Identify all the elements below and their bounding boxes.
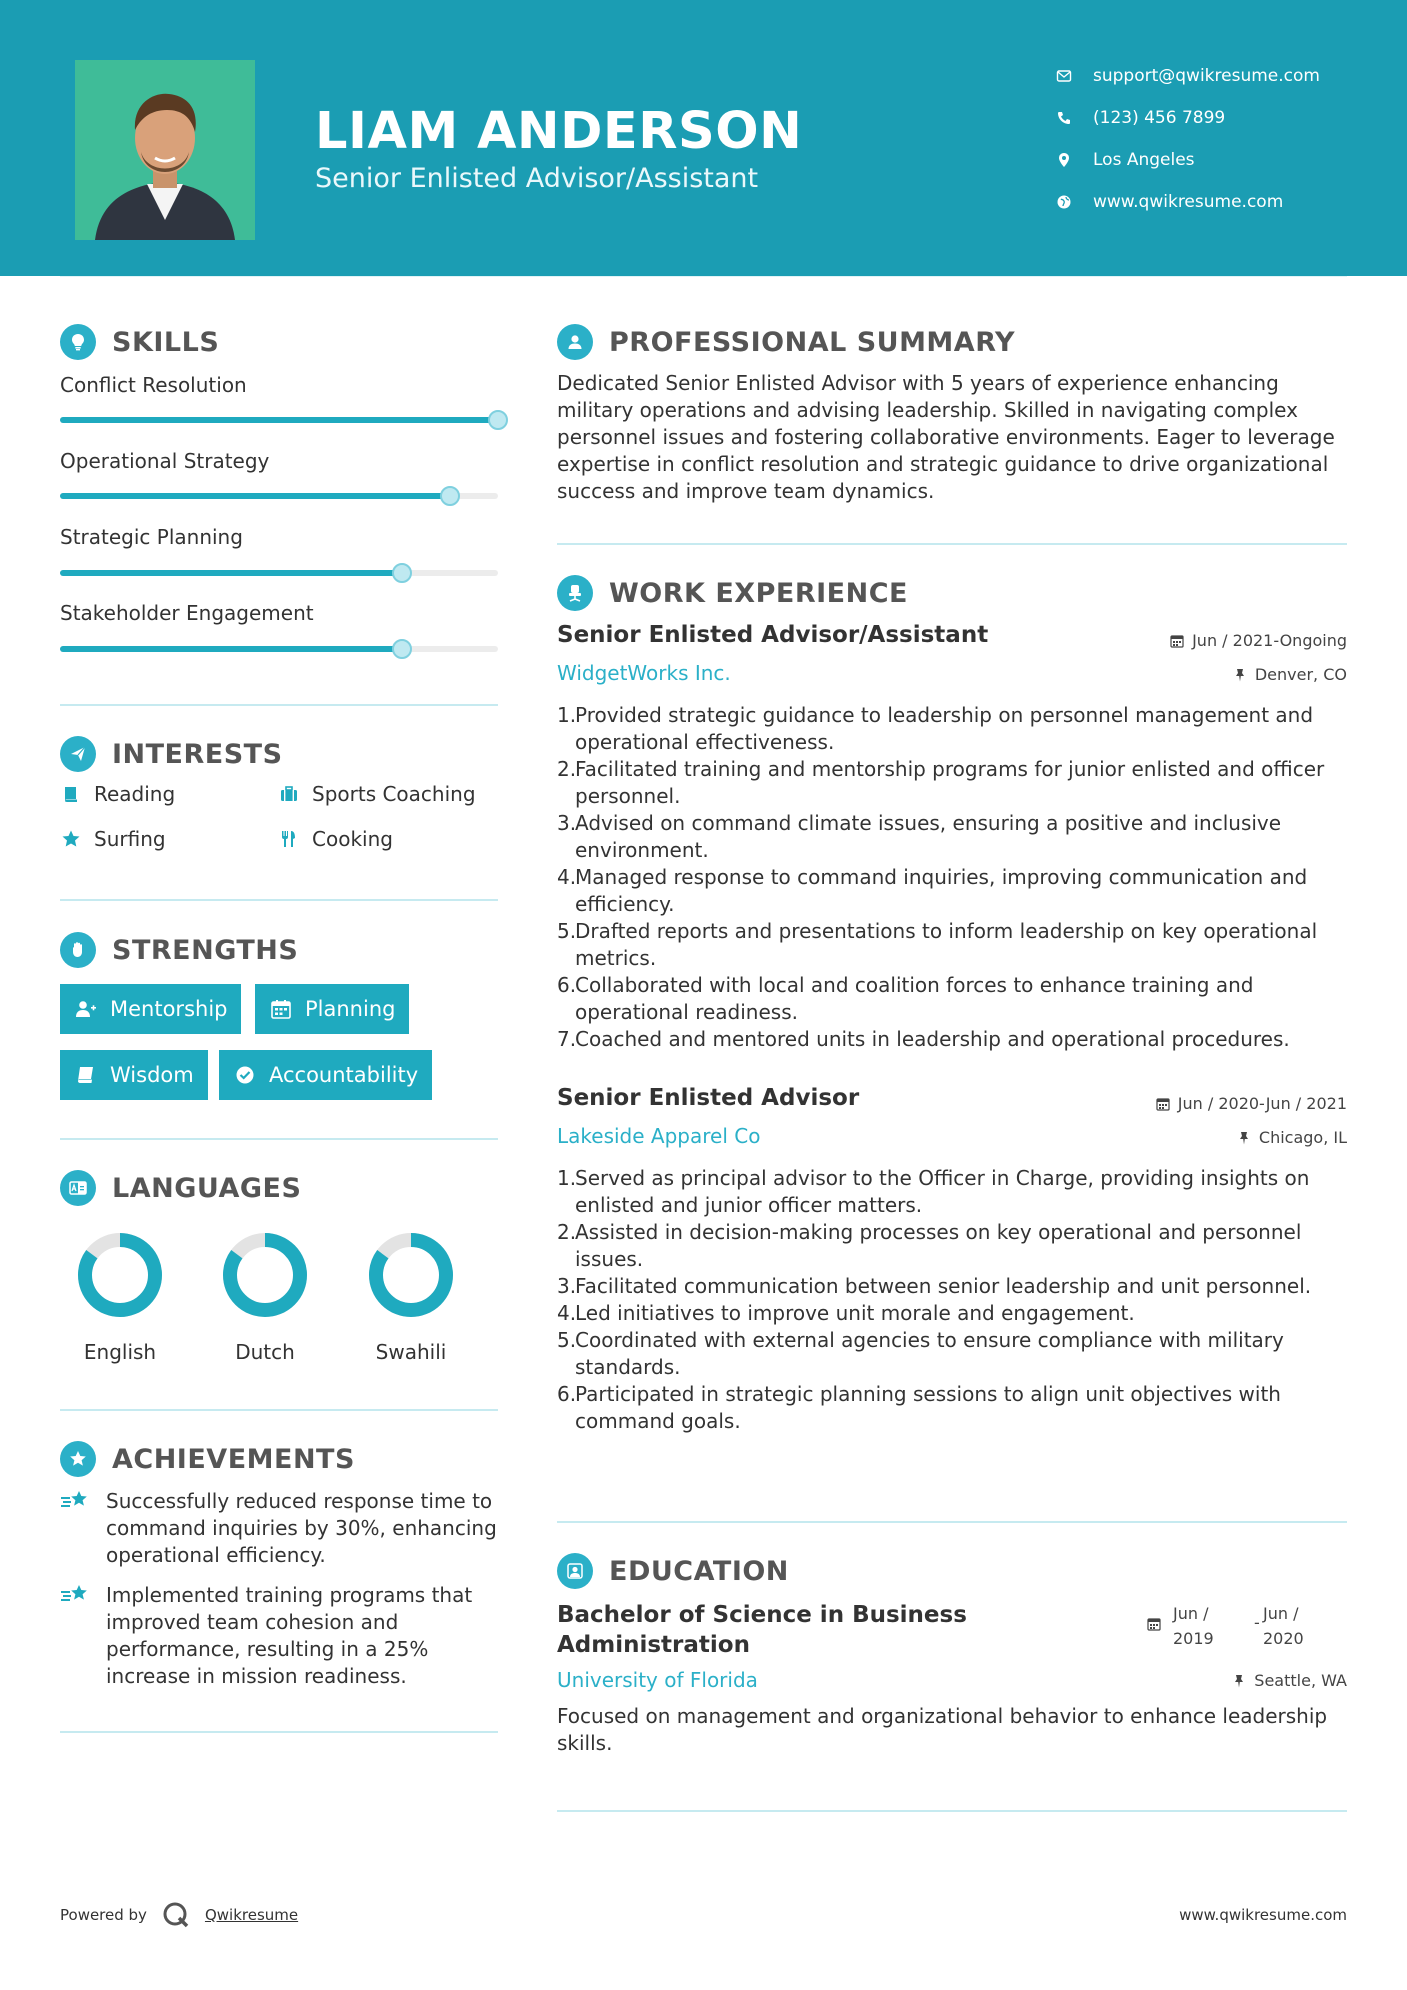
language-label: English xyxy=(83,1340,157,1364)
pushpin-icon xyxy=(1233,668,1247,682)
education-start-date: Jun / 2019 xyxy=(1173,1604,1214,1648)
job-bullet-text: Coordinated with external agencies to ensure compliance with military standards. xyxy=(575,1328,1284,1379)
job-bullet-text: Led initiatives to improve unit morale and engagement. xyxy=(575,1301,1135,1325)
briefcase-icon xyxy=(278,783,300,805)
qwikresume-logo-icon xyxy=(161,1900,191,1930)
powered-by-text: Powered by xyxy=(60,1906,147,1924)
interest-label: Cooking xyxy=(312,827,393,851)
user-plus-icon xyxy=(74,998,98,1020)
skills-title: SKILLS xyxy=(112,326,220,358)
calendar-icon xyxy=(1156,1097,1170,1111)
section-divider xyxy=(557,1810,1347,1812)
header-divider xyxy=(60,276,1347,277)
languages-title: LANGUAGES xyxy=(112,1172,302,1204)
book-icon xyxy=(74,1064,98,1086)
job-bullet-text: Advised on command climate issues, ensuring a positive and inclusive environment. xyxy=(575,811,1282,862)
achievement-item xyxy=(60,1488,500,1569)
job-bullet-text: Served as principal advisor to the Officer in Charge, providing insights on enlisted and junior officer matters. xyxy=(575,1166,1310,1217)
strength-chip xyxy=(60,1050,208,1100)
section-divider xyxy=(60,1731,498,1733)
interest-label: Reading xyxy=(94,782,176,806)
job-bullet: 3. Facilitated communication between senior leadership and unit personnel. xyxy=(557,1274,1312,1298)
achievement-text: Implemented training programs that improved team cohesion and performance, resulting in a 25% increase in mission readiness. xyxy=(106,1583,473,1688)
education-location xyxy=(1232,1671,1347,1690)
summary-heading xyxy=(557,324,1015,360)
skill-bar-fill xyxy=(60,417,498,423)
skill-bar xyxy=(60,417,498,423)
education-title: EDUCATION xyxy=(609,1555,789,1587)
skill-label: Conflict Resolution xyxy=(60,373,247,397)
skill-bar xyxy=(60,570,498,576)
user-circle-icon xyxy=(557,324,593,360)
qwikresume-link[interactable]: Qwikresume xyxy=(204,1906,299,1924)
book-icon xyxy=(60,783,82,805)
strength-label: Planning xyxy=(305,997,396,1021)
languages-heading xyxy=(60,1170,301,1206)
experience-title: WORK EXPERIENCE xyxy=(609,577,908,609)
job-bullet: 6. Participated in strategic planning sessions to align unit objectives with command goals. xyxy=(557,1382,1281,1433)
pushpin-icon xyxy=(1232,1674,1246,1688)
job-bullet-text: Collaborated with local and coalition forces to enhance training and operational readiness. xyxy=(575,973,1254,1024)
job-bullet: 3. Advised on command climate issues, ensuring a positive and inclusive environment. xyxy=(557,811,1282,862)
skill-bar-fill xyxy=(60,646,402,652)
skill-bar-fill xyxy=(60,570,402,576)
graduate-icon xyxy=(557,1553,593,1589)
job-title: Senior Enlisted Advisor xyxy=(557,1085,860,1111)
resume-header xyxy=(0,0,1407,276)
candidate-name: LIAM ANDERSON xyxy=(315,102,803,161)
shooting-star-icon xyxy=(60,1582,92,1610)
hand-fist-icon xyxy=(60,932,96,968)
job-bullet-text: Assisted in decision-making processes on key operational and personnel issues. xyxy=(575,1220,1302,1271)
footer-powered-by xyxy=(60,1900,298,1930)
strength-chip xyxy=(219,1050,432,1100)
globe-icon xyxy=(1055,193,1073,211)
contact-email[interactable] xyxy=(1055,55,1320,97)
job-bullet-text: Drafted reports and presentations to inform leadership on key operational metrics. xyxy=(575,919,1318,970)
section-divider xyxy=(60,1138,498,1140)
language-label: Swahili xyxy=(375,1340,447,1364)
job-bullet: 6. Collaborated with local and coalition forces to enhance training and operational readiness. xyxy=(557,973,1254,1024)
job-dates xyxy=(1170,631,1347,650)
phone-icon xyxy=(1055,109,1073,127)
job-bullet: 2. Assisted in decision-making processes on key operational and personnel issues. xyxy=(557,1220,1302,1271)
job-bullet: 1. Provided strategic guidance to leadership on personnel management and operational effectiveness. xyxy=(557,703,1314,754)
strengths-heading xyxy=(60,932,298,968)
contact-list xyxy=(1055,55,1320,223)
calendar-icon xyxy=(1147,1617,1161,1631)
skill-bar-knob xyxy=(440,486,460,506)
achievements-heading xyxy=(60,1441,355,1477)
language-item xyxy=(205,1230,325,1364)
contact-location xyxy=(1055,139,1320,181)
interest-item xyxy=(60,782,175,806)
skill-bar xyxy=(60,646,498,652)
education-location-text: Seattle, WA xyxy=(1254,1671,1347,1690)
section-divider xyxy=(60,1409,498,1411)
job-bullets xyxy=(557,702,1347,1053)
company-name: WidgetWorks Inc. xyxy=(557,661,731,685)
interests-heading xyxy=(60,736,283,772)
paper-plane-icon xyxy=(60,736,96,772)
section-divider xyxy=(60,899,498,901)
office-chair-icon xyxy=(557,575,593,611)
job-bullet-text: Coached and mentored units in leadership and operational procedures. xyxy=(575,1027,1290,1051)
skill-bar xyxy=(60,493,498,499)
contact-website[interactable] xyxy=(1055,181,1320,223)
footer-url[interactable]: www.qwikresume.com xyxy=(1179,1906,1347,1924)
job-bullet: 2. Facilitated training and mentorship programs for junior enlisted and officer personnel. xyxy=(557,757,1325,808)
summary-text: Dedicated Senior Enlisted Advisor with 5 years of experience enhancing military operations and advising leadership. Skilled in navigating complex personnel issues and fostering collaborative environments. Eager to leverage expertise in conflict resolution and strategic guidance to drive organizational success and improve team dynamics. xyxy=(557,371,1335,503)
achievement-item xyxy=(60,1582,500,1690)
skill-bar-knob xyxy=(392,639,412,659)
language-label: Dutch xyxy=(235,1340,295,1364)
contact-phone[interactable] xyxy=(1055,97,1320,139)
job-bullet: 4. Led initiatives to improve unit morale and engagement. xyxy=(557,1301,1135,1325)
job-bullets xyxy=(557,1165,1347,1435)
interest-label: Surfing xyxy=(94,827,166,851)
education-date-separator: - xyxy=(1254,1613,1260,1632)
company-name: Lakeside Apparel Co xyxy=(557,1124,761,1148)
skill-bar-knob xyxy=(392,563,412,583)
job-dates-text: Jun / 2020-Jun / 2021 xyxy=(1177,1094,1347,1113)
job-bullet: 5. Drafted reports and presentations to inform leadership on key operational metrics. xyxy=(557,919,1318,970)
job-bullet: 4. Managed response to command inquiries, improving communication and efficiency. xyxy=(557,865,1308,916)
job-location-text: Chicago, IL xyxy=(1258,1128,1347,1147)
job-dates xyxy=(1156,1094,1347,1113)
degree-title: Bachelor of Science in Business Administration xyxy=(557,1602,967,1658)
language-item xyxy=(351,1230,471,1364)
strength-chip xyxy=(60,984,241,1034)
achievements-title: ACHIEVEMENTS xyxy=(112,1443,355,1475)
section-divider xyxy=(60,704,498,706)
strength-chip xyxy=(255,984,409,1034)
calendar-icon xyxy=(1170,634,1184,648)
interest-item xyxy=(60,827,166,851)
job-bullet-text: Facilitated communication between senior leadership and unit personnel. xyxy=(575,1274,1312,1298)
interest-item xyxy=(278,827,393,851)
achievement-text: Successfully reduced response time to command inquiries by 30%, enhancing operational efficiency. xyxy=(106,1489,497,1567)
profile-photo-image xyxy=(75,60,255,240)
check-circle-icon xyxy=(233,1064,257,1086)
education-end-date: Jun / 2020 xyxy=(1263,1604,1304,1648)
contact-email-text: support@qwikresume.com xyxy=(1093,66,1320,86)
contact-website-text: www.qwikresume.com xyxy=(1093,192,1284,212)
skill-label: Strategic Planning xyxy=(60,525,243,549)
job-location-text: Denver, CO xyxy=(1254,665,1347,684)
experience-heading xyxy=(557,575,908,611)
calendar-icon xyxy=(269,998,293,1020)
job-dates-text: Jun / 2021-Ongoing xyxy=(1192,631,1347,650)
job-location xyxy=(1233,665,1347,684)
skills-heading xyxy=(60,324,219,360)
strength-label: Accountability xyxy=(269,1063,419,1087)
skill-bar-fill xyxy=(60,493,450,499)
lightbulb-icon xyxy=(60,324,96,360)
language-icon xyxy=(60,1170,96,1206)
language-donut xyxy=(75,1230,165,1320)
job-bullet-text: Facilitated training and mentorship programs for junior enlisted and officer personnel. xyxy=(575,757,1325,808)
map-marker-icon xyxy=(1055,151,1073,169)
job-title: Senior Enlisted Advisor/Assistant xyxy=(557,622,989,648)
job-bullet: 1. Served as principal advisor to the Officer in Charge, providing insights on enlisted and junior officer matters. xyxy=(557,1166,1310,1217)
language-donut xyxy=(366,1230,456,1320)
language-donut xyxy=(220,1230,310,1320)
education-description: Focused on management and organizational behavior to enhance leadership skills. xyxy=(557,1704,1328,1755)
skill-label: Stakeholder Engagement xyxy=(60,601,314,625)
contact-location-text: Los Angeles xyxy=(1093,150,1195,170)
profile-photo xyxy=(75,60,255,240)
contact-phone-text: (123) 456 7899 xyxy=(1093,108,1226,128)
section-divider xyxy=(557,543,1347,545)
interests-title: INTERESTS xyxy=(112,738,283,770)
job-bullet: 5. Coordinated with external agencies to ensure compliance with military standards. xyxy=(557,1328,1284,1379)
envelope-icon xyxy=(1055,67,1073,85)
job-bullet-text: Managed response to command inquiries, improving communication and efficiency. xyxy=(575,865,1308,916)
strength-label: Wisdom xyxy=(110,1063,194,1087)
strengths-title: STRENGTHS xyxy=(112,934,299,966)
language-item xyxy=(60,1230,180,1364)
skill-label: Operational Strategy xyxy=(60,449,270,473)
skill-bar-knob xyxy=(488,410,508,430)
section-divider xyxy=(557,1521,1347,1523)
education-dates xyxy=(1147,1601,1347,1651)
utensils-icon xyxy=(278,828,300,850)
school-name: University of Florida xyxy=(557,1668,758,1692)
candidate-title: Senior Enlisted Advisor/Assistant xyxy=(315,163,759,194)
interest-item xyxy=(278,782,476,806)
interest-label: Sports Coaching xyxy=(312,782,476,806)
shooting-star-icon xyxy=(60,1488,92,1516)
job-bullet-text: Provided strategic guidance to leadership on personnel management and operational effectiveness. xyxy=(575,703,1314,754)
strength-label: Mentorship xyxy=(110,997,228,1021)
education-heading xyxy=(557,1553,789,1589)
award-star-icon xyxy=(60,1441,96,1477)
pushpin-icon xyxy=(1237,1131,1251,1145)
job-bullet-text: Participated in strategic planning sessions to align unit objectives with command goals. xyxy=(575,1382,1281,1433)
star-icon xyxy=(60,828,82,850)
job-bullet: 7. Coached and mentored units in leadership and operational procedures. xyxy=(557,1027,1290,1051)
summary-title: PROFESSIONAL SUMMARY xyxy=(609,326,1016,358)
job-location xyxy=(1237,1128,1347,1147)
